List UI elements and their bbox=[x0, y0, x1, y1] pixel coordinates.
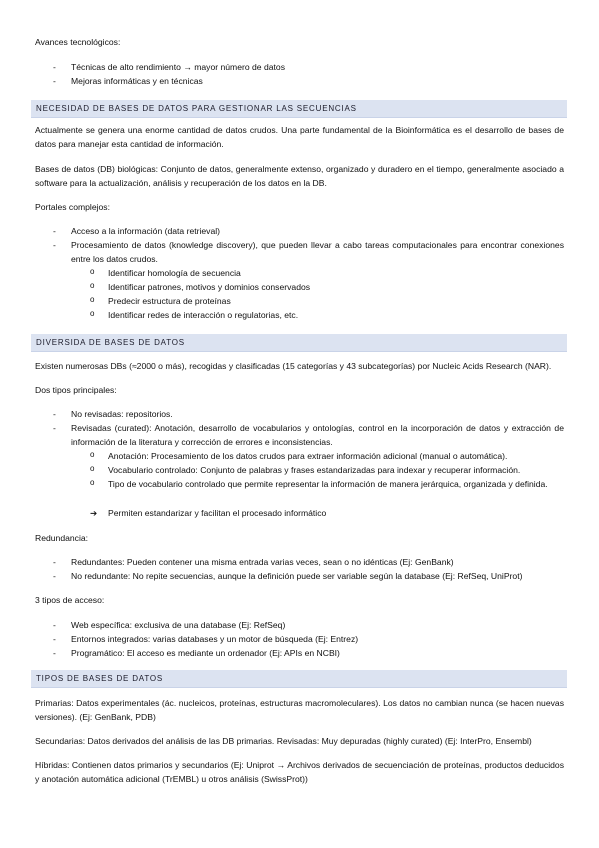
paragraph: 3 tipos de acceso: bbox=[35, 595, 105, 605]
list-item: - Web específica: exclusiva de una database (Ej: RefSeq) bbox=[53, 618, 564, 632]
list-item: - Procesamiento de datos (knowledge discovery), que pueden llevar a cabo tareas computacionales para encontrar conexiones entre los datos crudos. bbox=[53, 238, 564, 266]
tipos-sublist bbox=[90, 449, 564, 491]
list-item: - Acceso a la información (data retrieval) bbox=[53, 224, 564, 238]
paragraph: Actualmente se genera una enorme cantidad de datos crudos. Una parte fundamental de la Bioinformática es el desarrollo de bases de datos para manejar esta cantidad de información. bbox=[35, 125, 564, 149]
arrow-icon: ➔ bbox=[90, 508, 98, 518]
list-item: - Revisadas (curated): Anotación, desarrollo de vocabularios y ontologías, control en la incorporación de datos y extracción de información de la literatura y corrección de errores e inconsistencias. bbox=[53, 421, 564, 449]
paragraph: Secundarias: Datos derivados del análisis de las DB primarias. Revisadas: Muy depuradas (highly curated) (Ej: InterPro, Ensembl) bbox=[35, 736, 532, 746]
portales-list bbox=[53, 224, 564, 266]
list-item: o Vocabulario controlado: Conjunto de palabras y frases estandarizadas para indexar y recuperar información. bbox=[90, 463, 564, 477]
paragraph: Redundancia: bbox=[35, 533, 89, 543]
section-header-diversidad: DIVERSIDA DE BASES DE DATOS bbox=[31, 334, 567, 352]
list-item: - Técnicas de alto rendimiento → mayor número de datos bbox=[53, 60, 564, 74]
section-header-tipos: TIPOS DE BASES DE DATOS bbox=[31, 670, 567, 688]
list-item: o Identificar patrones, motivos y dominios conservados bbox=[90, 280, 564, 294]
tipos-list bbox=[53, 407, 564, 449]
redundancia-list bbox=[53, 555, 564, 583]
list-item: - No redundante: No repite secuencias, aunque la definición puede ser variable según la database (Ej: RefSeq, UniProt) bbox=[53, 569, 564, 583]
list-item: - Entornos integrados: varias databases y un motor de búsqueda (Ej: Entrez) bbox=[53, 632, 564, 646]
section-header-necesidad: NECESIDAD DE BASES DE DATOS PARA GESTIONAR LAS SECUENCIAS bbox=[31, 100, 567, 118]
list-item: - Mejoras informáticas y en técnicas bbox=[53, 74, 564, 88]
list-item: - No revisadas: repositorios. bbox=[53, 407, 564, 421]
paragraph: Existen numerosas DBs (≈2000 o más), recogidas y clasificadas (15 categorías y 43 subcategorías) por Nucleic Acids Research (NAR). bbox=[35, 361, 552, 371]
paragraph: Portales complejos: bbox=[35, 202, 110, 212]
intro-title: Avances tecnológicos: bbox=[35, 37, 121, 47]
list-item: o Anotación: Procesamiento de los datos crudos para extraer información adicional (manual o automática). bbox=[90, 449, 564, 463]
paragraph: Dos tipos principales: bbox=[35, 385, 117, 395]
list-item: o Identificar redes de interacción o regulatorias, etc. bbox=[90, 308, 564, 322]
list-item: - Programático: El acceso es mediante un ordenador (Ej: APIs en NCBI) bbox=[53, 646, 564, 660]
intro-list bbox=[53, 60, 564, 88]
list-item: o Identificar homología de secuencia bbox=[90, 266, 564, 280]
paragraph: Bases de datos (DB) biológicas: Conjunto de datos, generalmente extenso, organizado y duradero en el tiempo, generalmente asociado a software para la actualización, análisis y recuperación de los datos en la DB. bbox=[35, 164, 564, 188]
arrow-text: Permiten estandarizar y facilitan el procesado informático bbox=[108, 508, 327, 518]
list-item: o Tipo de vocabulario controlado que permite representar la información de manera jerárquica, organizada y definida. bbox=[90, 477, 564, 491]
acceso-list bbox=[53, 618, 564, 660]
list-item: o Predecir estructura de proteínas bbox=[90, 294, 564, 308]
paragraph: Híbridas: Contienen datos primarios y secundarios (Ej: Uniprot → Archivos derivados de secuenciación de proteínas, productos deducidos y anotación automática adicional (TrEMBL) u otros análisis (SwissProt)) bbox=[35, 760, 564, 784]
paragraph: Primarias: Datos experimentales (ác. nucleicos, proteínas, estructuras macromoleculares). Los datos no cambian nunca (se hacen nuevas versiones). (Ej: GenBank, PDB) bbox=[35, 698, 564, 722]
portales-sublist bbox=[90, 266, 564, 322]
arrow-note bbox=[90, 506, 564, 520]
list-item: - Redundantes: Pueden contener una misma entrada varias veces, sean o no idénticas (Ej: GenBank) bbox=[53, 555, 564, 569]
